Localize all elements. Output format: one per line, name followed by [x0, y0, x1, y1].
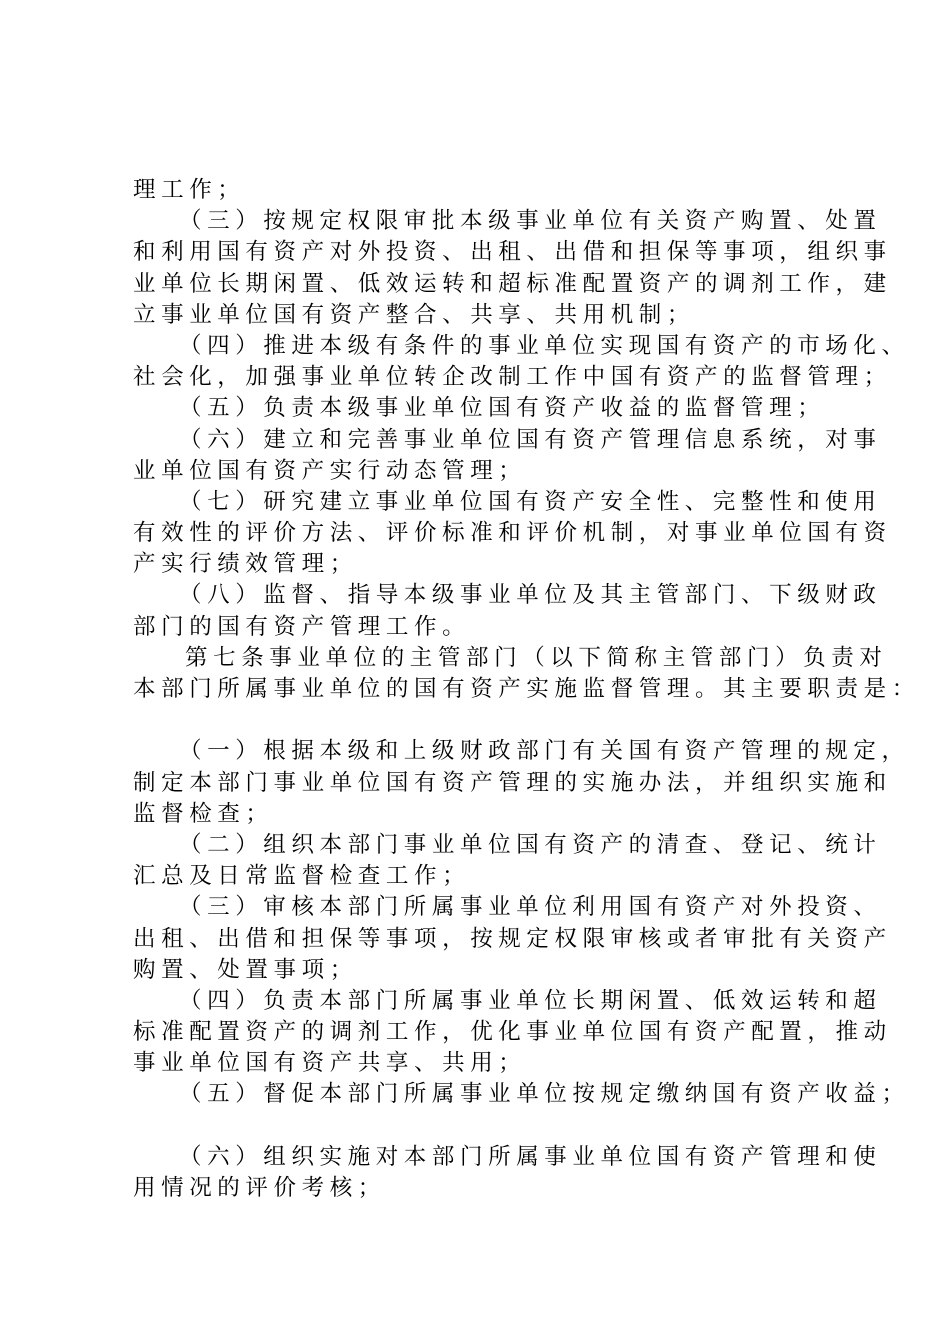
text-line: 标准配置资产的调剂工作，优化事业单位国有资产配置，推动 [133, 1019, 892, 1046]
text-line: （三）按规定权限审批本级事业单位有关资产购置、处置 [179, 208, 882, 235]
text-line: （八）监督、指导本级事业单位及其主管部门、下级财政 [179, 582, 882, 609]
text-line: 监督检查； [133, 800, 274, 827]
text-line: （三）审核本部门所属事业单位利用国有资产对外投资、 [179, 894, 882, 921]
text-line: 和利用国有资产对外投资、出租、出借和担保等事项，组织事 [133, 239, 892, 266]
text-line: 第七条事业单位的主管部门（以下简称主管部门）负责对 [185, 644, 888, 671]
text-line: （五）负责本级事业单位国有资产收益的监督管理； [179, 395, 826, 422]
text-line: 汇总及日常监督检查工作； [133, 863, 471, 890]
text-line: 立事业单位国有资产整合、共享、共用机制； [133, 301, 696, 328]
text-line: （五）督促本部门所属事业单位按规定缴纳国有资产收益； [179, 1081, 910, 1108]
text-line: 部门的国有资产管理工作。 [133, 613, 471, 640]
text-line: 业单位长期闲置、低效运转和超标准配置资产的调剂工作，建 [133, 270, 892, 297]
text-line: 购置、处置事项； [133, 956, 358, 983]
text-line: 事业单位国有资产共享、共用； [133, 1050, 527, 1077]
text-line: 本部门所属事业单位的国有资产实施监督管理。其主要职责是： [133, 676, 920, 702]
text-line: （二）组织本部门事业单位国有资产的清查、登记、统计 [179, 831, 882, 858]
text-line: 制定本部门事业单位国有资产管理的实施办法，并组织实施和 [133, 769, 892, 796]
text-line: 产实行绩效管理； [133, 551, 358, 578]
blank-line [133, 705, 853, 736]
text-line: 有效性的评价方法、评价标准和评价机制，对事业单位国有资 [133, 520, 892, 547]
text-line: 出租、出借和担保等事项，按规定权限审核或者审批有关资产 [133, 925, 892, 952]
text-line: （七）研究建立事业单位国有资产安全性、完整性和使用 [179, 488, 882, 515]
text-line: （六）组织实施对本部门所属事业单位国有资产管理和使 [179, 1143, 882, 1170]
text-line: 理工作； [133, 177, 246, 203]
text-line: （一）根据本级和上级财政部门有关国有资产管理的规定， [179, 738, 910, 765]
text-line: （四）负责本部门所属事业单位长期闲置、低效运转和超 [179, 987, 882, 1014]
document-body [133, 175, 920, 1204]
text-line: （六）建立和完善事业单位国有资产管理信息系统，对事 [179, 426, 882, 453]
text-line: 业单位国有资产实行动态管理； [133, 457, 527, 484]
text-line: （四）推进本级有条件的事业单位实现国有资产的市场化、 [179, 332, 910, 359]
text-line: 社会化，加强事业单位转企改制工作中国有资产的监督管理； [133, 364, 892, 391]
text-line: 用情况的评价考核； [133, 1175, 386, 1201]
blank-line [133, 1111, 853, 1142]
